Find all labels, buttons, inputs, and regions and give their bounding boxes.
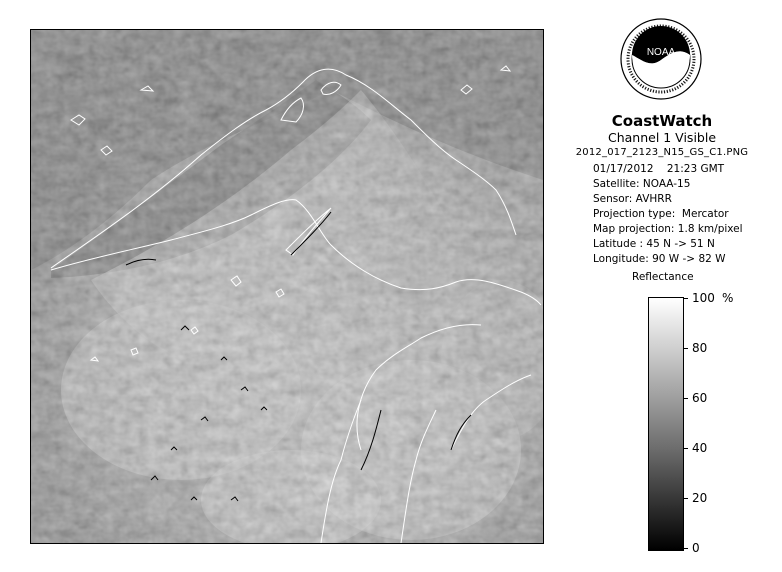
channel-name: Channel 1 Visible	[607, 130, 717, 145]
reflectance-colorbar	[648, 297, 684, 551]
colorbar-tick-label: 40	[692, 441, 708, 455]
noaa-logo-text: NOAA	[646, 47, 676, 58]
satellite-image-svg	[31, 30, 543, 543]
colorbar-tick-label: 0	[692, 541, 700, 555]
colorbar-tick-label: 60	[692, 391, 708, 405]
map-projection-text: Map projection: 1.8 km/pixel	[593, 223, 743, 235]
longitude-text: Longitude: 90 W -> 82 W	[593, 253, 726, 265]
colorbar-tick-label: 100	[692, 291, 715, 305]
satellite-text: Satellite: NOAA-15	[593, 178, 691, 190]
legend-unit: %	[722, 291, 734, 305]
colorbar-tick	[683, 448, 688, 449]
sensor-text: Sensor: AVHRR	[593, 193, 672, 205]
colorbar-tick-label: 20	[692, 491, 708, 505]
noaa-logo	[620, 18, 702, 100]
latitude-text: Latitude : 45 N -> 51 N	[593, 238, 715, 250]
satellite-image	[30, 29, 544, 544]
colorbar-tick	[683, 548, 688, 549]
projection-type-text: Projection type: Mercator	[593, 208, 729, 220]
brand-title: CoastWatch	[611, 112, 713, 130]
colorbar-tick	[683, 298, 688, 299]
colorbar-tick-label: 80	[692, 341, 708, 355]
colorbar-tick	[683, 398, 688, 399]
fine-texture	[31, 30, 543, 543]
datetime-text: 01/17/2012 21:23 GMT	[593, 163, 725, 175]
legend-title: Reflectance	[632, 271, 694, 283]
colorbar-tick	[683, 498, 688, 499]
file-name: 2012_017_2123_N15_GS_C1.PNG	[575, 147, 749, 158]
colorbar-tick	[683, 348, 688, 349]
